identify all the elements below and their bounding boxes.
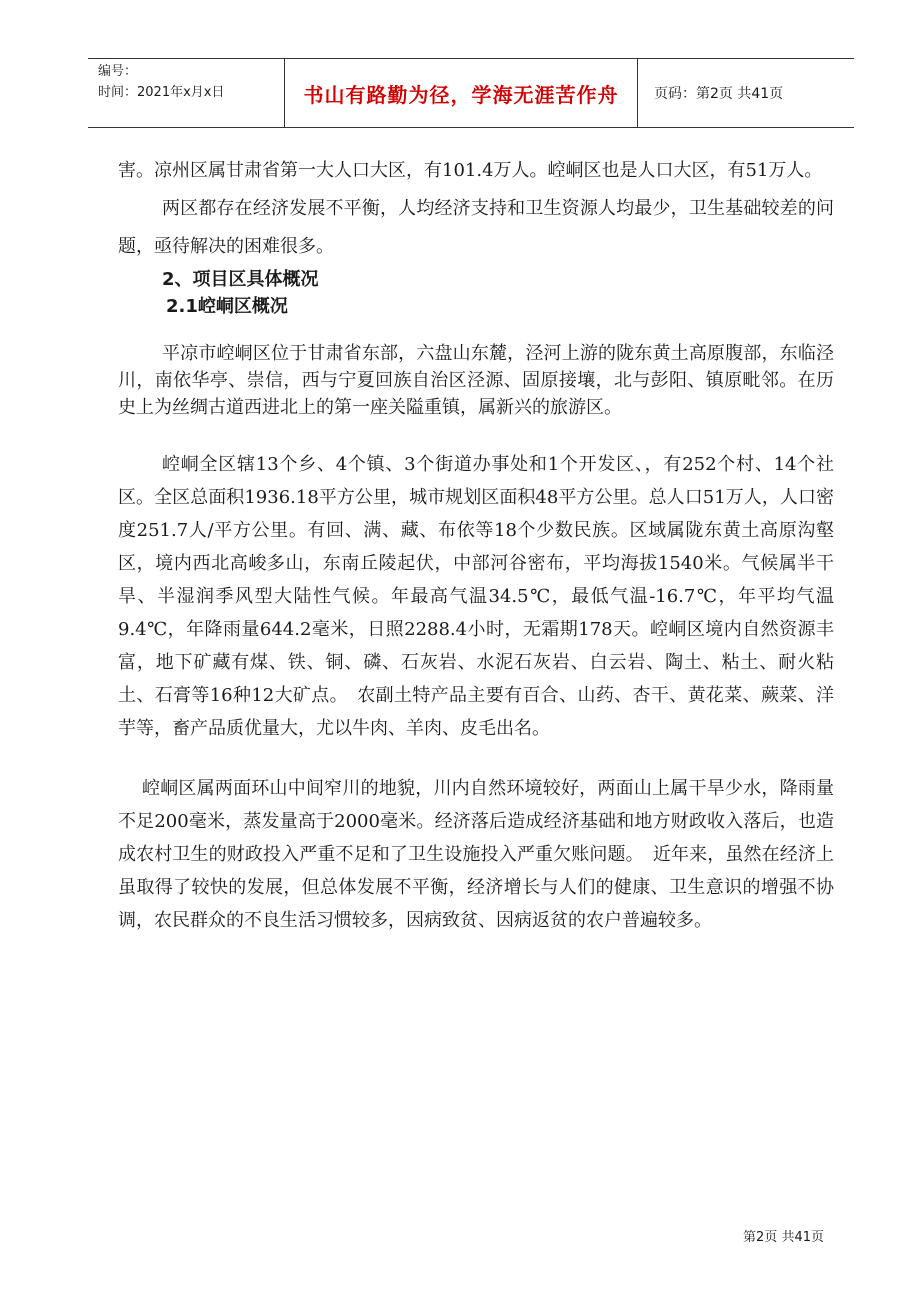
subsection-heading-2-1: 2.1崆峒区概况	[166, 296, 288, 317]
header-page-info: 页码：第2页 共41页	[654, 86, 784, 102]
time-label: 时间：2021年x月x日	[98, 85, 225, 100]
header-meta	[98, 61, 224, 103]
paragraph-2: 两区都存在经济发展不平衡，人均经济支持和卫生资源人均最少，卫生基础较差的问题，亟待解决的困难很多。	[118, 198, 834, 257]
paragraph-overview: 崆峒全区辖13个乡、4个镇、3个街道办事处和1个开发区、，有252个村、14个社区。全区总面积1936.18平方公里，城市规划区面积48平方公里。总人口51万人，人口密度251.7人/平方公里。有回、满、藏、布依等18个少数民族。区域属陇东黄土高原沟壑区，境内西北高峻多山，东南丘陵起伏，中部河谷密布，平均海拔1540米。气候属半干旱、半湿润季风型大陆性气候。年最高气温34.5℃，最低气温-16.7℃，年平均气温9.4℃，年降雨量644.2毫米，日照2288.4小时，无霜期178天。崆峒区境内自然资源丰富，地下矿藏有煤、铁、铜、磷、石灰岩、水泥石灰岩、白云岩、陶土、粘土、耐火粘土、石膏等16种12大矿点。 农副土特产品主要有百合、山药、杏干、黄花菜、蕨菜、洋芋等，畜产品质优量大，尤以牛肉、羊肉、皮毛出名。	[118, 454, 834, 739]
page-footer: 第2页 共41页	[743, 1230, 824, 1245]
section-heading-2: 2、项目区具体概况	[162, 269, 319, 290]
paragraph-location: 平凉市崆峒区位于甘肃省东部，六盘山东麓，泾河上游的陇东黄土高原腹部，东临泾川，南依华亭、崇信，西与宁夏回族自治区泾源、固原接壤，北与彭阳、镇原毗邻。在历史上为丝绸古道西进北上的第一座关隘重镇，属新兴的旅游区。	[118, 343, 834, 418]
code-label: 编号：	[98, 64, 138, 79]
page-header	[88, 58, 854, 128]
document-body	[118, 152, 834, 937]
paragraph-economy: 崆峒区属两面环山中间窄川的地貌，川内自然环境较好，两面山上属干旱少水，降雨量不足200毫米，蒸发量高于2000毫米。经济落后造成经济基础和地方财政收入落后，也造成农村卫生的财政投入严重不足和了卫生设施投入严重欠账问题。 近年来，虽然在经济上虽取得了较快的发展，但总体发展不平衡，经济增长与人们的健康、卫生意识的增强不协调，农民群众的不良生活习惯较多，因病致贫、因病返贫的农户普遍较多。	[118, 778, 834, 931]
paragraph-1: 害。凉州区属甘肃省第一大人口大区，有101.4万人。崆峒区也是人口大区，有51万人。	[118, 160, 823, 181]
header-motto: 书山有路勤为径，学海无涯苦作舟	[284, 59, 638, 127]
